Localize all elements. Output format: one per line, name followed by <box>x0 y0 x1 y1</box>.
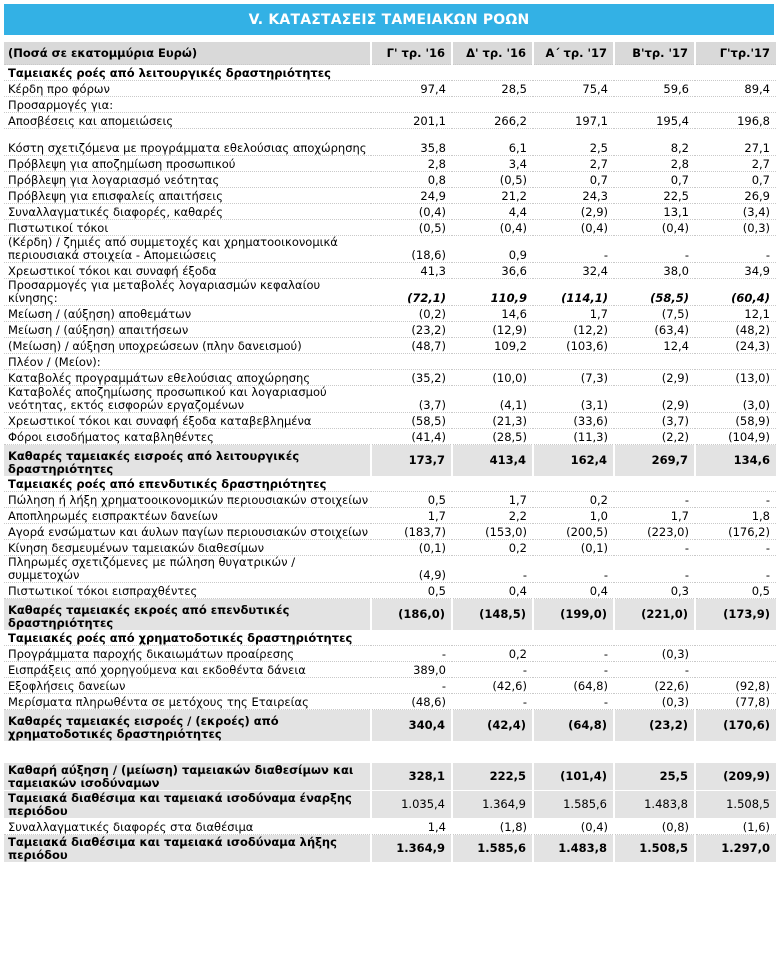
cell-value: 0,3 <box>614 583 695 599</box>
table-body <box>4 65 776 863</box>
page-title: V. ΚΑΤΑΣΤΑΣΕΙΣ ΤΑΜΕΙΑΚΩΝ ΡΟΩΝ <box>4 4 774 35</box>
cell-value <box>695 354 776 370</box>
cell-value: (223,0) <box>614 524 695 540</box>
row-label: Αγορά ενσώματων και άυλων παγίων περιουσιακών στοιχείων <box>4 524 371 540</box>
cell-value: - <box>695 556 776 583</box>
row-label: Πιστωτικοί τόκοι <box>4 220 371 236</box>
cell-value: (209,9) <box>695 763 776 791</box>
cell-value: 1,4 <box>371 819 452 835</box>
cell-value: 201,1 <box>371 113 452 129</box>
cell-value <box>371 354 452 370</box>
cell-value: 2,7 <box>533 156 614 172</box>
cell-value: - <box>371 678 452 694</box>
cell-value <box>614 630 695 646</box>
cell-value: 35,8 <box>371 129 452 156</box>
cell-value: 269,7 <box>614 445 695 476</box>
row-label: Αποπληρωμές εισπρακτέων δανείων <box>4 508 371 524</box>
table-row <box>4 386 776 413</box>
cell-value: 162,4 <box>533 445 614 476</box>
row-label: Καταβολές προγραμμάτων εθελούσιας αποχώρησης <box>4 370 371 386</box>
cell-value: - <box>452 556 533 583</box>
column-header: Γ' τρ. '16 <box>371 42 452 65</box>
row-label: Φόροι εισοδήματος καταβληθέντες <box>4 429 371 445</box>
cell-value: (221,0) <box>614 599 695 630</box>
cell-value: (0,8) <box>614 819 695 835</box>
cell-value: 195,4 <box>614 113 695 129</box>
cell-value: 0,7 <box>695 172 776 188</box>
table-row <box>4 338 776 354</box>
row-label: (Μείωση) / αύξηση υποχρεώσεων (πλην δανεισμού) <box>4 338 371 354</box>
cell-value <box>614 97 695 113</box>
table-row <box>4 492 776 508</box>
cell-value: 3,4 <box>452 156 533 172</box>
table-row <box>4 599 776 630</box>
table-row <box>4 540 776 556</box>
cell-value: (103,6) <box>533 338 614 354</box>
cell-value: 25,5 <box>614 763 695 791</box>
cell-value: 21,2 <box>452 188 533 204</box>
table-row <box>4 445 776 476</box>
cell-value: 4,4 <box>452 204 533 220</box>
cell-value: (4,1) <box>452 386 533 413</box>
table-row <box>4 129 776 156</box>
cell-value: (11,3) <box>533 429 614 445</box>
cell-value: 1.483,8 <box>533 835 614 863</box>
cell-value: 222,5 <box>452 763 533 791</box>
cell-value: 173,7 <box>371 445 452 476</box>
table-row <box>4 524 776 540</box>
cell-value: - <box>533 694 614 710</box>
cell-value <box>695 97 776 113</box>
table-row <box>4 694 776 710</box>
cell-value: (3,7) <box>614 413 695 429</box>
cell-value: (64,8) <box>533 710 614 741</box>
cell-value: - <box>371 646 452 662</box>
cell-value <box>695 741 776 763</box>
cell-value <box>371 476 452 492</box>
table-row <box>4 819 776 835</box>
cell-value: (48,6) <box>371 694 452 710</box>
cell-value: 0,7 <box>533 172 614 188</box>
cell-value: 2,2 <box>452 508 533 524</box>
cell-value: (21,3) <box>452 413 533 429</box>
cell-value: 340,4 <box>371 710 452 741</box>
cell-value: (173,9) <box>695 599 776 630</box>
cell-value: 1.364,9 <box>452 791 533 819</box>
row-label: Καταβολές αποζημίωσης προσωπικού και λογαριασμού νεότητας, εκτός εισφορών εργαζομένων <box>4 386 371 413</box>
cell-value: - <box>614 236 695 263</box>
row-label: Πρόβλεψη για λογαριασμό νεότητας <box>4 172 371 188</box>
row-label: Πρόβλεψη για επισφαλείς απαιτήσεις <box>4 188 371 204</box>
cell-value: (3,7) <box>371 386 452 413</box>
cell-value: (10,0) <box>452 370 533 386</box>
table-row <box>4 508 776 524</box>
cell-value: (199,0) <box>533 599 614 630</box>
cell-value: 0,2 <box>452 540 533 556</box>
cell-value: (23,2) <box>371 322 452 338</box>
cell-value: (22,6) <box>614 678 695 694</box>
row-label: Πλέον / (Μείον): <box>4 354 371 370</box>
cell-value: (0,5) <box>452 172 533 188</box>
table-row <box>4 646 776 662</box>
cell-value: (0,4) <box>533 220 614 236</box>
cell-value <box>614 741 695 763</box>
cell-value: (63,4) <box>614 322 695 338</box>
cell-value: 1,8 <box>695 508 776 524</box>
cell-value: (0,5) <box>371 220 452 236</box>
cell-value: - <box>614 662 695 678</box>
cell-value: 8,2 <box>614 129 695 156</box>
cell-value: - <box>452 662 533 678</box>
cell-value: 1.508,5 <box>695 791 776 819</box>
cell-value <box>695 662 776 678</box>
cell-value: - <box>533 662 614 678</box>
table-row <box>4 678 776 694</box>
table-row <box>4 556 776 583</box>
cell-value: - <box>695 236 776 263</box>
cell-value: (2,9) <box>614 386 695 413</box>
cell-value: (0,4) <box>371 204 452 220</box>
table-row <box>4 279 776 306</box>
cell-value <box>533 65 614 81</box>
cell-value <box>695 646 776 662</box>
cell-value <box>533 97 614 113</box>
cell-value: (183,7) <box>371 524 452 540</box>
cell-value: 34,9 <box>695 263 776 279</box>
cell-value <box>371 630 452 646</box>
cell-value <box>452 97 533 113</box>
table-row <box>4 306 776 322</box>
row-label: Χρεωστικοί τόκοι και συναφή έξοδα καταβεβλημένα <box>4 413 371 429</box>
cell-value: 75,4 <box>533 81 614 97</box>
table-row <box>4 370 776 386</box>
cell-value: (3,4) <box>695 204 776 220</box>
cell-value: - <box>614 492 695 508</box>
cell-value: 413,4 <box>452 445 533 476</box>
cell-value <box>695 476 776 492</box>
table-row <box>4 156 776 172</box>
cell-value: 0,5 <box>371 492 452 508</box>
cell-value: - <box>695 492 776 508</box>
cell-value: 22,5 <box>614 188 695 204</box>
cell-value: 328,1 <box>371 763 452 791</box>
cell-value: 197,1 <box>533 113 614 129</box>
row-label: Καθαρές ταμειακές εισροές από λειτουργικές δραστηριότητες <box>4 445 371 476</box>
row-label: (Κέρδη) / ζημιές από συμμετοχές και χρηματοοικονομικά περιουσιακά στοιχεία - Απομειώσεις <box>4 236 371 263</box>
table-row <box>4 172 776 188</box>
row-label: Εισπράξεις από χορηγούμενα και εκδοθέντα δάνεια <box>4 662 371 678</box>
cell-value <box>371 65 452 81</box>
cell-value: (0,4) <box>614 220 695 236</box>
cell-value: (23,2) <box>614 710 695 741</box>
cell-value: 59,6 <box>614 81 695 97</box>
cell-value: 1.585,6 <box>533 791 614 819</box>
cell-value: (0,4) <box>452 220 533 236</box>
cell-value: 2,8 <box>614 156 695 172</box>
row-label: Μείωση / (αύξηση) αποθεμάτων <box>4 306 371 322</box>
cell-value <box>533 354 614 370</box>
row-label: Πώληση ή λήξη χρηματοοικονομικών περιουσιακών στοιχείων <box>4 492 371 508</box>
row-label: Συναλλαγματικές διαφορές, καθαρές <box>4 204 371 220</box>
cell-value: (3,0) <box>695 386 776 413</box>
table-row <box>4 97 776 113</box>
table-row <box>4 220 776 236</box>
cell-value: (13,0) <box>695 370 776 386</box>
cell-value: 389,0 <box>371 662 452 678</box>
cell-value: 12,1 <box>695 306 776 322</box>
cell-value: 1.297,0 <box>695 835 776 863</box>
table-row <box>4 791 776 819</box>
cell-value: - <box>533 646 614 662</box>
cell-value: (0,2) <box>371 306 452 322</box>
cell-value: 1,7 <box>452 492 533 508</box>
cell-value: - <box>614 556 695 583</box>
row-label: Προγράμματα παροχής δικαιωμάτων προαίρεσης <box>4 646 371 662</box>
table-row <box>4 476 776 492</box>
cell-value: - <box>695 540 776 556</box>
table-row <box>4 81 776 97</box>
cell-value: (1,6) <box>695 819 776 835</box>
cash-flow-table <box>4 42 776 863</box>
column-header: Γ'τρ.'17 <box>695 42 776 65</box>
cell-value: (92,8) <box>695 678 776 694</box>
row-label: Καθαρές ταμειακές εισροές / (εκροές) από χρηματοδοτικές δραστηριότητες <box>4 710 371 741</box>
row-label: Ταμειακές ροές από επενδυτικές δραστηριότητες <box>4 476 371 492</box>
cell-value <box>614 476 695 492</box>
cell-value <box>452 65 533 81</box>
table-row <box>4 354 776 370</box>
cell-value: 26,9 <box>695 188 776 204</box>
cell-value: 6,1 <box>452 129 533 156</box>
cell-value: (114,1) <box>533 279 614 306</box>
row-label: Μερίσματα πληρωθέντα σε μετόχους της Εταιρείας <box>4 694 371 710</box>
cell-value: 134,6 <box>695 445 776 476</box>
cell-value: (101,4) <box>533 763 614 791</box>
row-label: Ταμειακά διαθέσιμα και ταμειακά ισοδύναμα έναρξης περιόδου <box>4 791 371 819</box>
cell-value: 1.585,6 <box>452 835 533 863</box>
cell-value <box>695 65 776 81</box>
cell-value <box>533 630 614 646</box>
cell-value: 0,4 <box>452 583 533 599</box>
table-row <box>4 710 776 741</box>
cell-value: 1.364,9 <box>371 835 452 863</box>
cell-value: (58,5) <box>614 279 695 306</box>
cell-value: 32,4 <box>533 263 614 279</box>
row-label: Κόστη σχετιζόμενα με προγράμματα εθελούσιας αποχώρησης <box>4 129 371 156</box>
cell-value: (24,3) <box>695 338 776 354</box>
cell-value: 266,2 <box>452 113 533 129</box>
table-row <box>4 188 776 204</box>
cell-value: 0,7 <box>614 172 695 188</box>
cell-value: (153,0) <box>452 524 533 540</box>
cell-value: (0,1) <box>533 540 614 556</box>
row-label: Πρόβλεψη για αποζημίωση προσωπικού <box>4 156 371 172</box>
table-row <box>4 741 776 763</box>
table-header-row <box>4 42 776 65</box>
cell-value: (170,6) <box>695 710 776 741</box>
cell-value: (0,3) <box>614 646 695 662</box>
cell-value: 0,8 <box>371 172 452 188</box>
cell-value: (72,1) <box>371 279 452 306</box>
cell-value: (200,5) <box>533 524 614 540</box>
cell-value: 1.508,5 <box>614 835 695 863</box>
cell-value: 1,7 <box>533 306 614 322</box>
cell-value: 24,9 <box>371 188 452 204</box>
table-row <box>4 583 776 599</box>
cell-value: (3,1) <box>533 386 614 413</box>
cell-value <box>371 741 452 763</box>
table-row <box>4 113 776 129</box>
cell-value: 2,8 <box>371 156 452 172</box>
cell-value: (42,6) <box>452 678 533 694</box>
cell-value: (7,5) <box>614 306 695 322</box>
cell-value: (42,4) <box>452 710 533 741</box>
cell-value: (0,1) <box>371 540 452 556</box>
cell-value: - <box>614 540 695 556</box>
cell-value: (2,9) <box>533 204 614 220</box>
cell-value: 196,8 <box>695 113 776 129</box>
cell-value: 28,5 <box>452 81 533 97</box>
row-label: Κέρδη προ φόρων <box>4 81 371 97</box>
cell-value: (58,5) <box>371 413 452 429</box>
cell-value: (2,9) <box>614 370 695 386</box>
cell-value: 38,0 <box>614 263 695 279</box>
cell-value <box>371 97 452 113</box>
cell-value <box>614 65 695 81</box>
cell-value <box>533 741 614 763</box>
units-label: (Ποσά σε εκατομμύρια Ευρώ) <box>4 42 371 65</box>
cell-value: (77,8) <box>695 694 776 710</box>
row-label: Μείωση / (αύξηση) απαιτήσεων <box>4 322 371 338</box>
row-label: Προσαρμογές για μεταβολές λογαριασμών κεφαλαίου κίνησης: <box>4 279 371 306</box>
cell-value <box>452 476 533 492</box>
row-label: Χρεωστικοί τόκοι και συναφή έξοδα <box>4 263 371 279</box>
cell-value: (35,2) <box>371 370 452 386</box>
cell-value: 12,4 <box>614 338 695 354</box>
cell-value: (28,5) <box>452 429 533 445</box>
cell-value: (148,5) <box>452 599 533 630</box>
cell-value: (48,7) <box>371 338 452 354</box>
cell-value: 89,4 <box>695 81 776 97</box>
column-header: Δ' τρ. '16 <box>452 42 533 65</box>
cell-value: 1,0 <box>533 508 614 524</box>
cell-value: - <box>533 236 614 263</box>
cell-value: 14,6 <box>452 306 533 322</box>
cell-value: 27,1 <box>695 129 776 156</box>
cell-value: 2,5 <box>533 129 614 156</box>
cell-value: 1.483,8 <box>614 791 695 819</box>
column-header: Β'τρ. '17 <box>614 42 695 65</box>
cell-value: 109,2 <box>452 338 533 354</box>
cell-value: 2,7 <box>695 156 776 172</box>
cell-value: 13,1 <box>614 204 695 220</box>
cell-value: 97,4 <box>371 81 452 97</box>
cell-value: (0,3) <box>695 220 776 236</box>
cell-value: (4,9) <box>371 556 452 583</box>
row-label: Ταμειακές ροές από χρηματοδοτικές δραστηριότητες <box>4 630 371 646</box>
cell-value: 1,7 <box>614 508 695 524</box>
cell-value <box>452 630 533 646</box>
cell-value: 110,9 <box>452 279 533 306</box>
cell-value: - <box>533 556 614 583</box>
row-label: Ταμειακές ροές από λειτουργικές δραστηριότητες <box>4 65 371 81</box>
row-label: Καθαρές ταμειακές εκροές από επενδυτικές δραστηριότητες <box>4 599 371 630</box>
cell-value: (18,6) <box>371 236 452 263</box>
cell-value: 0,9 <box>452 236 533 263</box>
row-label: Καθαρή αύξηση / (μείωση) ταμειακών διαθεσίμων και ταμειακών ισοδύναμων <box>4 763 371 791</box>
row-label: Πιστωτικοί τόκοι εισπραχθέντες <box>4 583 371 599</box>
table-row <box>4 413 776 429</box>
cell-value: 1.035,4 <box>371 791 452 819</box>
table-row <box>4 630 776 646</box>
cell-value: 0,2 <box>452 646 533 662</box>
cell-value: 0,5 <box>695 583 776 599</box>
table-row <box>4 835 776 863</box>
cell-value: 24,3 <box>533 188 614 204</box>
cell-value: (2,2) <box>614 429 695 445</box>
cell-value <box>695 630 776 646</box>
row-label: Προσαρμογές για: <box>4 97 371 113</box>
table-row <box>4 204 776 220</box>
cell-value: (41,4) <box>371 429 452 445</box>
cell-value: (176,2) <box>695 524 776 540</box>
table-row <box>4 763 776 791</box>
table-row <box>4 662 776 678</box>
cell-value: 0,4 <box>533 583 614 599</box>
table-row <box>4 263 776 279</box>
cell-value: (33,6) <box>533 413 614 429</box>
table-row <box>4 65 776 81</box>
cell-value: - <box>452 694 533 710</box>
cell-value: (186,0) <box>371 599 452 630</box>
cell-value: (0,4) <box>533 819 614 835</box>
table-row <box>4 322 776 338</box>
cell-value: (60,4) <box>695 279 776 306</box>
column-header: Α΄ τρ. '17 <box>533 42 614 65</box>
row-label: Κίνηση δεσμευμένων ταμειακών διαθεσίμων <box>4 540 371 556</box>
cell-value: 36,6 <box>452 263 533 279</box>
cell-value: (104,9) <box>695 429 776 445</box>
cell-value: (48,2) <box>695 322 776 338</box>
table-row <box>4 429 776 445</box>
cell-value <box>533 476 614 492</box>
cell-value: 1,7 <box>371 508 452 524</box>
row-label: Εξοφλήσεις δανείων <box>4 678 371 694</box>
cell-value: 0,2 <box>533 492 614 508</box>
cell-value: (12,9) <box>452 322 533 338</box>
cell-value: 0,5 <box>371 583 452 599</box>
cell-value <box>614 354 695 370</box>
row-label: Πληρωμές σχετιζόμενες με πώληση θυγατρικών / συμμετοχών <box>4 556 371 583</box>
cell-value <box>452 354 533 370</box>
row-label <box>4 741 371 763</box>
row-label: Αποσβέσεις και απομειώσεις <box>4 113 371 129</box>
row-label: Ταμειακά διαθέσιμα και ταμειακά ισοδύναμα λήξης περιόδου <box>4 835 371 863</box>
cell-value: 41,3 <box>371 263 452 279</box>
cell-value: (1,8) <box>452 819 533 835</box>
cell-value <box>452 741 533 763</box>
cell-value: (0,3) <box>614 694 695 710</box>
cell-value: (7,3) <box>533 370 614 386</box>
row-label: Συναλλαγματικές διαφορές στα διαθέσιμα <box>4 819 371 835</box>
table-row <box>4 236 776 263</box>
cell-value: (12,2) <box>533 322 614 338</box>
cell-value: (58,9) <box>695 413 776 429</box>
cell-value: (64,8) <box>533 678 614 694</box>
